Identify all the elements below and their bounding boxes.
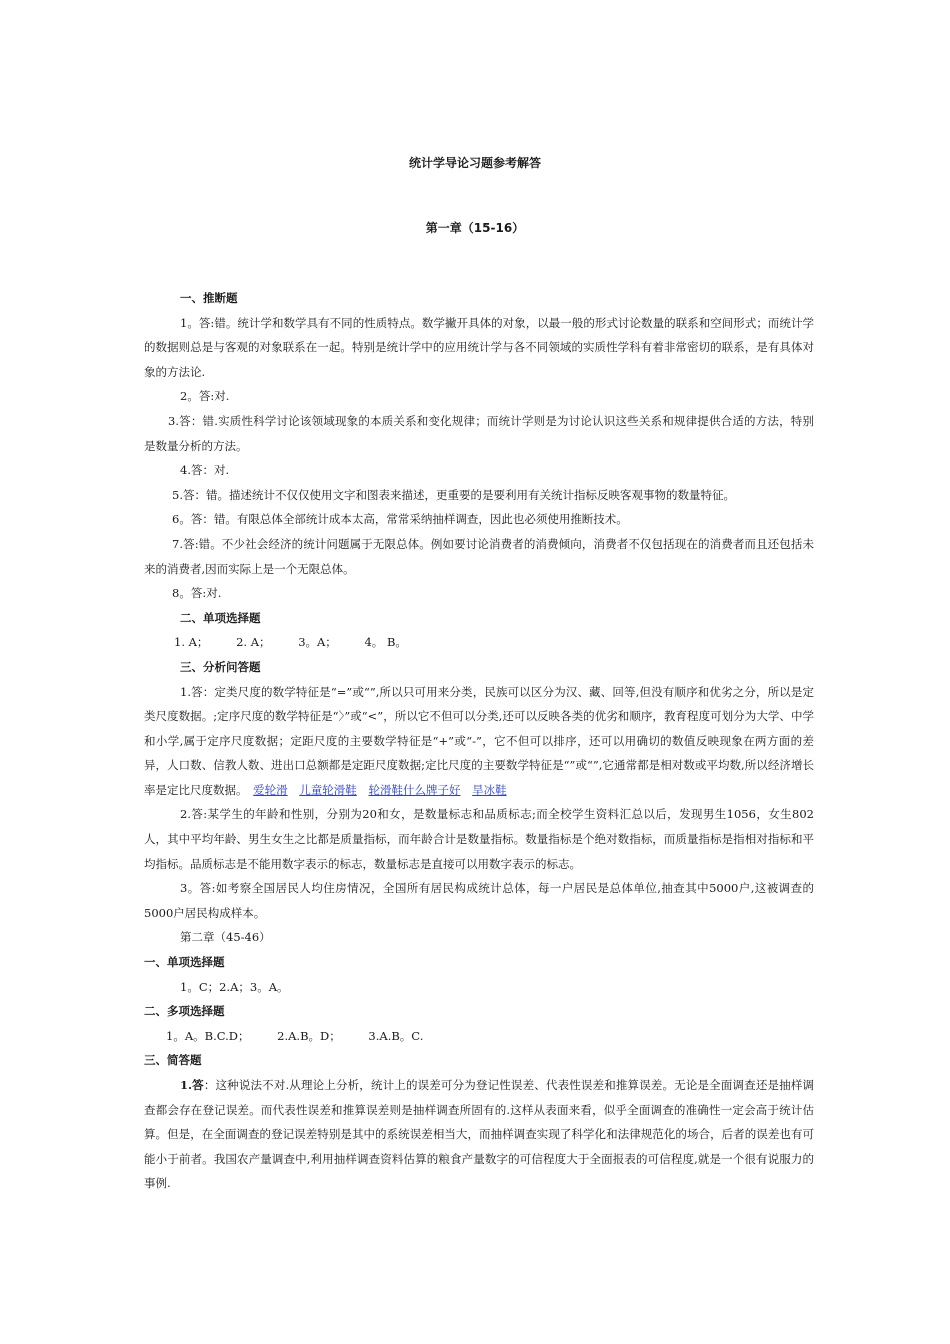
answer-text: ：这种说法不对.从理论上分析，统计上的误差可分为登记性误差、代表性误差和推算误差。无论是全面调查还是抽样调查都会存在登记误差。而代表性误差和推算误差则是抽样调查所固有的.这样从表面来看，似乎全面调查的准确性一定会高于统计估算。但是，在全面调查的登记误差特别是其中的系统误差相当大，而抽样调查实现了科学化和法律规范化的场合，后者的误差也有可能小于前者。我国农产量调查中,利用抽样调查资料估算的粮食产量数字的可信程度大于全面报表的可信程度,就是一个很有说服力的事例.: [144, 1078, 814, 1191]
ch1-sec1-answer-5: 5.答：错。描述统计不仅仅使用文字和图表来描述，更重要的是要利用有关统计指标反映客观事物的数量特征。: [172, 487, 735, 502]
document-title: 统计学导论习题参考解答: [408, 156, 541, 170]
choice-answer: 3.A.B。C.: [368, 1028, 424, 1043]
ch1-sec2-heading: 二、单项选择题: [180, 610, 261, 625]
ch1-sec1-answer-6: 6。答：错。有限总体全部统计成本太高，常常采纳抽样调查，因此也必须使用推断技术。: [172, 512, 628, 527]
ch1-sec3-answer-1: [144, 680, 814, 803]
link-hanbingxie[interactable]: 旱冰鞋: [472, 782, 507, 797]
document-body: [144, 286, 814, 1196]
ch1-sec1-answer-1: 1。答:错。统计学和数学具有不同的性质特点。数学撇开具体的对象，以最一般的形式讨论数量的联系和空间形式；而统计学的数据则总是与客观的对象联系在一起。特别是统计学中的应用统计学与各不同领域的实质性学科有着非常密切的联系，是有具体对象的方法论.: [144, 315, 814, 379]
ch1-sec1-answer-7: 7.答:错。不少社会经济的统计问题属于无限总体。例如要讨论消费者的消费倾向，消费者不仅包括现在的消费者而且还包括未来的消费者,因而实际上是一个无限总体。: [144, 536, 814, 576]
link-lunhuaxie-paizi[interactable]: 轮滑鞋什么牌子好: [368, 782, 461, 797]
ch2-sec3-answer-1: [144, 1073, 814, 1196]
answer-text: 1.答：定类尺度的数学特征是“=”或“”,所以只可用来分类，民族可以区分为汉、藏、回等,但没有顺序和优劣之分，所以是定类尺度数据。;定序尺度的数学特征是“〉”或“<”，所以它不但可以分类,还可以反映各类的优劣和顺序，教育程度可划分为大学、中学和小学,属于定序尺度数据；定距尺度的主要数学特征是“+”或“-”，它不但可以排序，还可以用确切的数值反映现象在两方面的差异，人口数、信教人数、进出口总额都是定距尺度数据;定比尺度的主要数学特征是“”或“”,它通常都是相对数或平均数,所以经济增长率是定比尺度数据。: [144, 684, 814, 797]
ch2-sec2-heading: 二、多项选择题: [144, 1004, 225, 1019]
ch2-sec3-heading: 三、简答题: [144, 1053, 202, 1068]
ch1-sec3-answer-3: 3。答:如考察全国居民人均住房情况，全国所有居民构成统计总体，每一户居民是总体单位,抽查其中5000户,这被调查的5000户居民构成样本。: [144, 881, 814, 920]
answer-label: 1.答: [180, 1078, 204, 1092]
choice-answer: 2. A；: [236, 635, 271, 650]
ch1-sec1-answer-2: 2。答:对.: [180, 389, 230, 404]
chapter1-title: 第一章（15-16）: [425, 221, 525, 235]
chapter2-title: 第二章（45-46）: [180, 930, 271, 945]
ch1-sec2-answers: [144, 630, 814, 655]
ch1-sec3-answer-2: 2.答:某学生的年龄和性别，分别为20和女，是数量标志和品质标志;而全校学生资料汇总以后，发现男生1056，女生802人，其中平均年龄、男生女生之比都是质量指标，而年龄合计是数量指标。数量指标是个绝对数指标，而质量指标是指相对指标和平均指标。品质标志是不能用数字表示的标志，数量标志是直接可以用数字表示的标志。: [144, 807, 814, 871]
ch1-sec3-heading: 三、分析问答题: [180, 659, 261, 674]
ch2-sec1-answers: 1。C；2.A；3。A。: [180, 979, 289, 994]
choice-answer: 2.A.B。D；: [277, 1028, 341, 1043]
ch1-sec1-answer-4: 4.答：对.: [180, 463, 230, 478]
link-ertong-lunhuaxie[interactable]: 儿童轮滑鞋: [299, 782, 357, 797]
ch1-sec1-answer-3: 3.答：错.实质性科学讨论该领域现象的本质关系和变化规律；而统计学则是为讨论认识这些关系和规律提供合适的方法，特别是数量分析的方法。: [144, 413, 814, 453]
choice-answer: 1. A；: [174, 635, 209, 650]
choice-answer: 1。A。B.C.D；: [166, 1028, 250, 1043]
ch2-sec1-heading: 一、单项选择题: [144, 955, 225, 970]
choice-answer: 4。 B。: [364, 635, 407, 650]
link-ai-lunhua[interactable]: 爱轮滑: [253, 782, 288, 797]
ch2-sec2-answers: [144, 1024, 814, 1049]
ch1-sec1-answer-8: 8。答:对.: [172, 586, 222, 601]
choice-answer: 3。A；: [298, 635, 337, 650]
ch1-sec1-heading: 一、推断题: [180, 291, 238, 305]
